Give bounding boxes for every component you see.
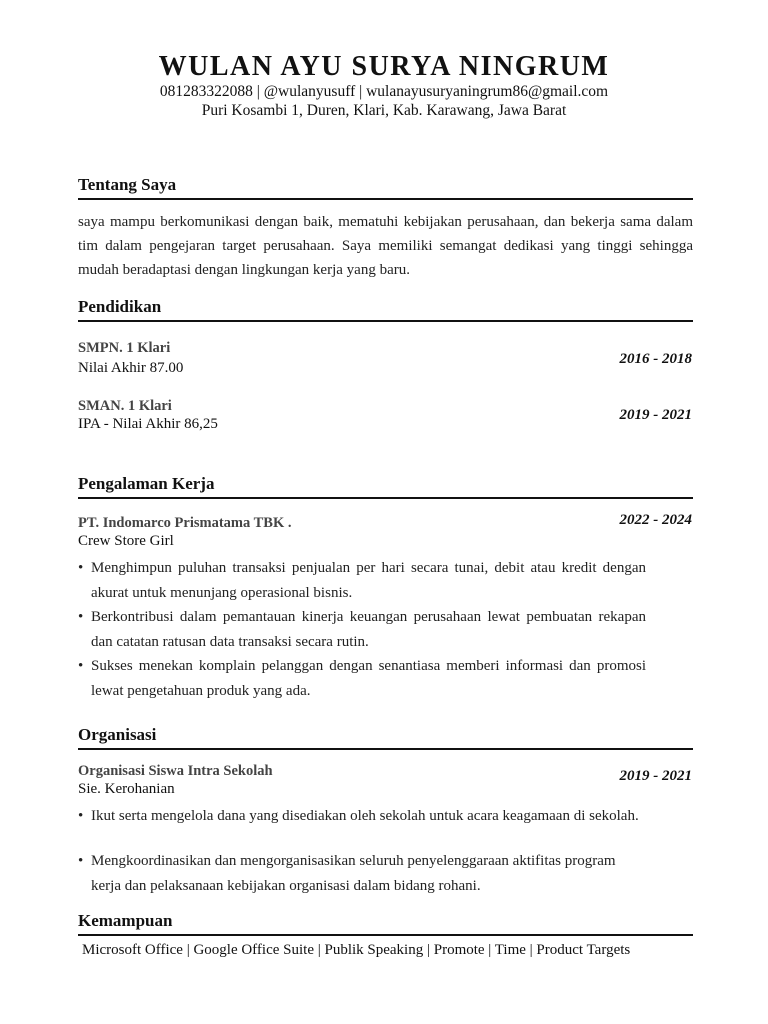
experience-role: Crew Store Girl [78, 533, 174, 549]
bullet-dot-icon: • [78, 853, 84, 869]
organization-bullet [78, 849, 646, 898]
experience-bullet-text: Sukses menekan komplain pelanggan dengan senantiasa memberi informasi dan promosi lewat pengetahuan produk yang ada. [91, 658, 646, 699]
organization-name: Organisasi Siswa Intra Sekolah [78, 763, 273, 779]
contact-line: 081283322088 | @wulanyusuff | wulanayusuryaningrum86@gmail.com [159, 83, 609, 100]
bullet-dot-icon: • [78, 560, 84, 576]
experience-bullet-text: Berkontribusi dalam pemantauan kinerja keuangan perusahaan lewat pembuatan rekapan dan catatan ratusan data transaksi secara rutin. [91, 609, 646, 650]
education-detail: Nilai Akhir 87.00 [78, 360, 184, 376]
experience-bullet [78, 654, 646, 703]
section-title-education: Pendidikan [78, 296, 693, 322]
skills-list: Microsoft Office | Google Office Suite | Publik Speaking | Promote | Time | Product Targets [82, 942, 631, 958]
address-line: Puri Kosambi 1, Duren, Klari, Kab. Karawang, Jawa Barat [201, 102, 567, 119]
experience-bullet [78, 556, 646, 605]
experience-years: 2022 - 2024 [619, 512, 692, 528]
bullet-dot-icon: • [78, 609, 84, 625]
experience-company: PT. Indomarco Prismatama TBK . [78, 515, 292, 531]
section-title-organization: Organisasi [78, 724, 693, 750]
section-title-about: Tentang Saya [78, 174, 693, 200]
organization-years: 2019 - 2021 [619, 768, 692, 784]
section-title-skills: Kemampuan [78, 910, 693, 936]
experience-bullet [78, 605, 646, 654]
education-school: SMPN. 1 Klari [78, 340, 171, 356]
organization-bullet-text: Ikut serta mengelola dana yang disediakan oleh sekolah untuk acara keagamaan di sekolah. [91, 808, 639, 824]
education-detail: IPA - Nilai Akhir 86,25 [78, 416, 218, 432]
organization-role: Sie. Kerohanian [78, 781, 175, 797]
section-title-experience: Pengalaman Kerja [78, 473, 693, 499]
education-years: 2019 - 2021 [619, 407, 692, 423]
organization-bullet [78, 804, 646, 829]
bullet-dot-icon: • [78, 658, 84, 674]
organization-bullet-text: Mengkoordinasikan dan mengorganisasikan seluruh penyelenggaraan aktifitas program kerja dan pelaksanaan kebijakan organisasi dalam bidang rohani. [91, 853, 616, 894]
bullet-dot-icon: • [78, 808, 84, 824]
candidate-name: WULAN AYU SURYA NINGRUM [158, 51, 610, 82]
education-school: SMAN. 1 Klari [78, 398, 172, 414]
education-years: 2016 - 2018 [619, 351, 692, 367]
about-text: saya mampu berkomunikasi dengan baik, mematuhi kebijakan perusahaan, dan bekerja sama dalam tim dalam pengejaran target perusahaan. Saya memiliki semangat dedikasi yang tinggi sehingga mudah beradaptasi dengan lingkungan kerja yang baru. [78, 214, 693, 278]
experience-bullet-text: Menghimpun puluhan transaksi penjualan per hari secara tunai, debit atau kredit dengan akurat untuk menunjang operasional bisnis. [91, 560, 646, 601]
